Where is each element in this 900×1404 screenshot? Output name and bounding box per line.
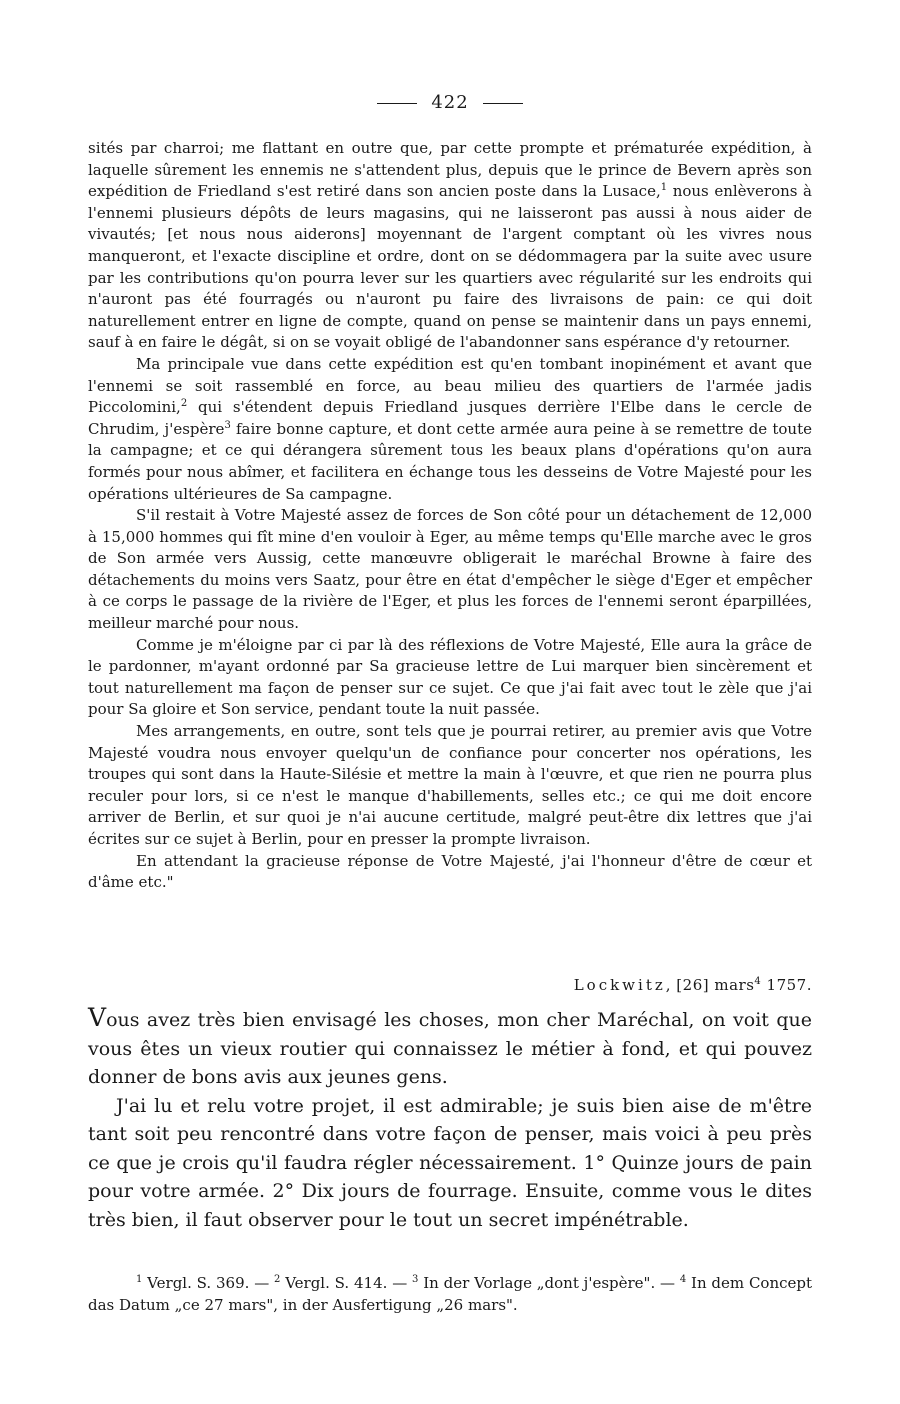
page-header [88, 92, 812, 113]
reply-paragraph-1 [88, 1004, 812, 1092]
footnote-ref-4: 4 [754, 976, 762, 987]
dateline-place: Lockwitz [573, 976, 666, 994]
footnote-2-number: 2 [274, 1274, 281, 1285]
dateline-year: 1757. [761, 976, 812, 994]
footnote-block [88, 1272, 812, 1316]
reply-paragraph-2: J'ai lu et relu votre projet, il est admirable; je suis bien aise de m'être tant soit peu rencontré dans votre façon de penser, mais voici à peu près ce que je crois qu'il faudra régler nécessairement. 1° Quinze jours de pain pour votre armée. 2° Dix jours de fourrage. Ensuite, comme vous le dites très bien, il faut observer pour le tout un secret impénétrable. [88, 1094, 812, 1231]
footnotes [88, 1272, 812, 1316]
footnote-ref-2: 2 [180, 398, 188, 410]
letter-paragraph-2 [88, 354, 812, 505]
dateline-date: , [26] mars [665, 976, 755, 994]
header-rule-left [377, 103, 417, 104]
footnote-ref-3: 3 [224, 419, 231, 431]
letter-paragraph-1 [88, 138, 812, 354]
letter-paragraph-6: En attendant la gracieuse réponse de Votre Majesté, j'ai l'honneur d'être de cœur et d'âme etc." [88, 851, 812, 892]
footnote-2-text: Vergl. S. 414. — [280, 1274, 413, 1292]
footnote-1-number: 1 [136, 1274, 143, 1285]
footnote-ref-1: 1 [660, 182, 668, 194]
footnote-3-number: 3 [412, 1274, 419, 1285]
footnote-4-number: 4 [679, 1274, 687, 1285]
letter-paragraph-1-text-b: nous enlèverons à l'ennemi plusieurs dépôts de leurs magasins, qui ne laisseront pas aussi à nous aider de vivautés; [et nous nous aiderons] moyennant de l'argent comptant où les vivres nous manqueront, et l'exacte discipline et ordre, dont on se dédommagera par la suite avec usure par les contributions qu'on pourra lever sur les quartiers avec régularité sur les endroits qui n'auront pas été fourragés ou n'auront pu faire des livraisons de pain: ce qui doit naturellement entrer en ligne de compte, quand on pense se maintenir dans un pays ennemi, sauf à en faire le dégât, si on se voyait obligé de l'abandonner sans espérance d'y retourner. [88, 182, 812, 352]
letter-paragraph-3: S'il restait à Votre Majesté assez de forces de Son côté pour un détachement de 12,000 à 15,000 hommes qui fît mine d'en vouloir à Eger, au même temps qu'Elle marche avec le gros de Son armée vers Aussig, cette manœuvre obligerait le maréchal Browne à faire des détachements du moins vers Saatz, pour être en état d'empêcher le siège d'Eger et empêcher à ce corps le passage de la rivière de l'Eger, et plus les forces de l'ennemi seront éparpillées, meilleur marché pour nous. [88, 506, 812, 633]
dateline [574, 976, 812, 994]
royal-reply [88, 1004, 812, 1234]
letter-paragraph-2-text-c: faire bonne capture, et dont cette armée aura peine à se remettre de toute la campagne; et ce qui dérangera sûrement tous les beaux plans d'opérations qu'on aura formés pour nous abîmer, et facilitera en échange tous les desseins de Votre Majesté pour les opérations ultérieures de Sa campagne. [88, 419, 812, 503]
quoted-letter [88, 138, 812, 894]
footnote-1-text: Vergl. S. 369. — [142, 1274, 275, 1292]
letter-paragraph-1-text-a: sités par charroi; me flattant en outre que, par cette prompte et prématurée expédition, à laquelle sûrement les ennemis ne s'attendent plus, depuis que le prince de Bevern après son expédition de Friedland s'est retiré dans son ancien poste dans la Lusace, [88, 139, 812, 201]
footnote-3-text: In der Vorlage „dont j'espère". — [418, 1274, 680, 1292]
reply-paragraph-1-text: ous avez très bien envisagé les choses, mon cher Maréchal, on voit que vous êtes un vieux routier qui connaissez le métier à fond, et qui pouvez donner de bons avis aux jeunes gens. [88, 1009, 812, 1088]
letter-paragraph-2-text-b: qui s'étendent depuis Friedland jusques derrière l'Elbe dans le cercle de Chrudim, j'espère [88, 398, 812, 438]
reply-initial: V [88, 1003, 107, 1032]
page-number: 422 [431, 92, 469, 113]
letter-paragraph-5: Mes arrangements, en outre, sont tels que je pourrai retirer, au premier avis que Votre Majesté voudra nous envoyer quelqu'un de confiance pour concerter nos opérations, les troupes qui sont dans la Haute-Silésie et mettre la main à l'œuvre, et que rien ne pourra plus reculer pour lors, si ce n'est le manque d'habillements, selles etc.; ce qui me doit encore arriver de Berlin, et sur quoi je n'ai aucune certitude, malgré peut-être dix lettres que j'ai écrites sur ce sujet à Berlin, pour en presser la prompte livraison. [88, 722, 812, 848]
letter-paragraph-2-text-a: Ma principale vue dans cette expédition est qu'en tombant inopinément et avant que l'ennemi se soit rassemblé en force, au beau milieu des quartiers de l'armée jadis Piccolomini, [88, 354, 812, 417]
footnote-4-text: In dem Concept das Datum „ce 27 mars", in der Ausfertigung „26 mars". [88, 1274, 813, 1314]
letter-paragraph-4: Comme je m'éloigne par ci par là des réflexions de Votre Majesté, Elle aura la grâce de le pardonner, m'ayant ordonné par Sa gracieuse lettre de Lui marquer bien sincèrement et tout naturellement ma façon de penser sur ce sujet. Ce que j'ai fait avec tout le zèle que j'ai pour Sa gloire et Son service, pendant toute la nuit passée. [88, 635, 812, 719]
header-rule-right [483, 103, 523, 104]
